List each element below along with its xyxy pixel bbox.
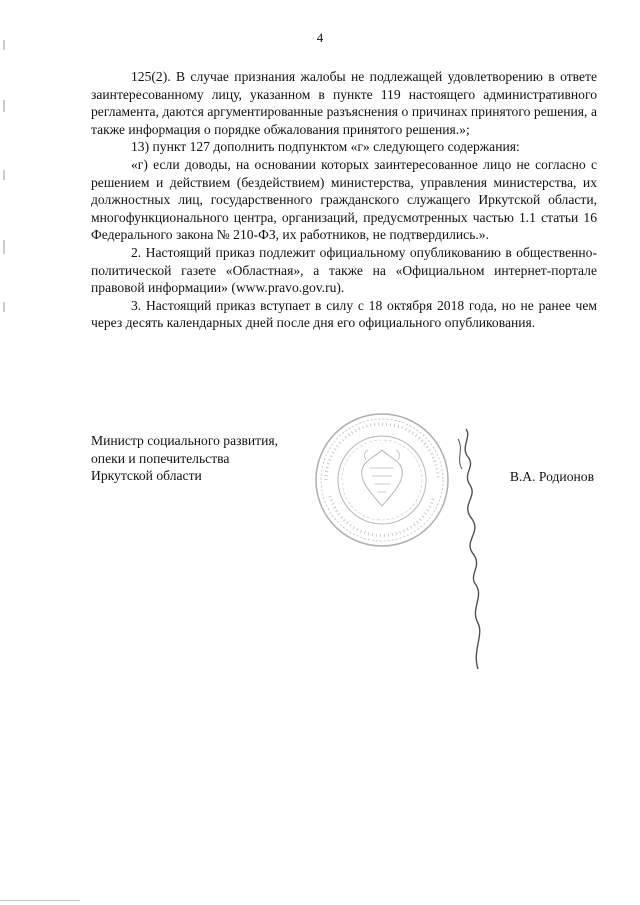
paragraph-item-13: 13) пункт 127 дополнить подпунктом «г» следующего содержания:	[131, 139, 520, 155]
margin-marks	[2, 40, 6, 320]
official-seal-icon	[312, 410, 452, 550]
scan-edge-line	[0, 900, 80, 901]
paragraph-125-2: 125(2). В случае признания жалобы не подлежащей удовлетворению в ответе заинтересованному лицу, указанном в пункте 119 настоящего административного регламента, даются аргументированные разъяснения о причинах принятого решения, а также информация о порядке обжалования принятого решения.»;	[91, 69, 597, 137]
signer-name: В.А. Родионов	[509, 469, 594, 484]
paragraph-publication: 2. Настоящий приказ подлежит официальному опубликованию в общественно-политической газете «Областная», а также на «Официальном интернет-портале правовой информации» (www.pravo.gov.ru).	[91, 244, 597, 296]
handwritten-signature-icon	[438, 425, 488, 675]
paragraph-subitem-g: «г) если доводы, на основании которых заинтересованное лицо не согласно с решением и действием (бездействием) министерства, управления министерства, их должностных лиц, государственного гражданского служащего Иркутской области, многофункционального центра, организаций, предусмотренных частью 1.1 статьи 16 Федерального закона № 210-ФЗ, их работников, не подтвердились.».	[91, 156, 597, 243]
paragraph-effective-date: 3. Настоящий приказ вступает в силу с 18 октября 2018 года, но не ранее чем через десять календарных дней после дня его официального опубликования.	[91, 297, 597, 331]
signer-position-line: Министр социального развития,	[91, 433, 279, 448]
page-number: 4	[316, 30, 324, 45]
signer-position	[91, 432, 278, 485]
signer-position-line: опеки и попечительства	[91, 450, 230, 466]
signer-position-line: Иркутской области	[91, 468, 202, 484]
document-body	[91, 68, 597, 332]
